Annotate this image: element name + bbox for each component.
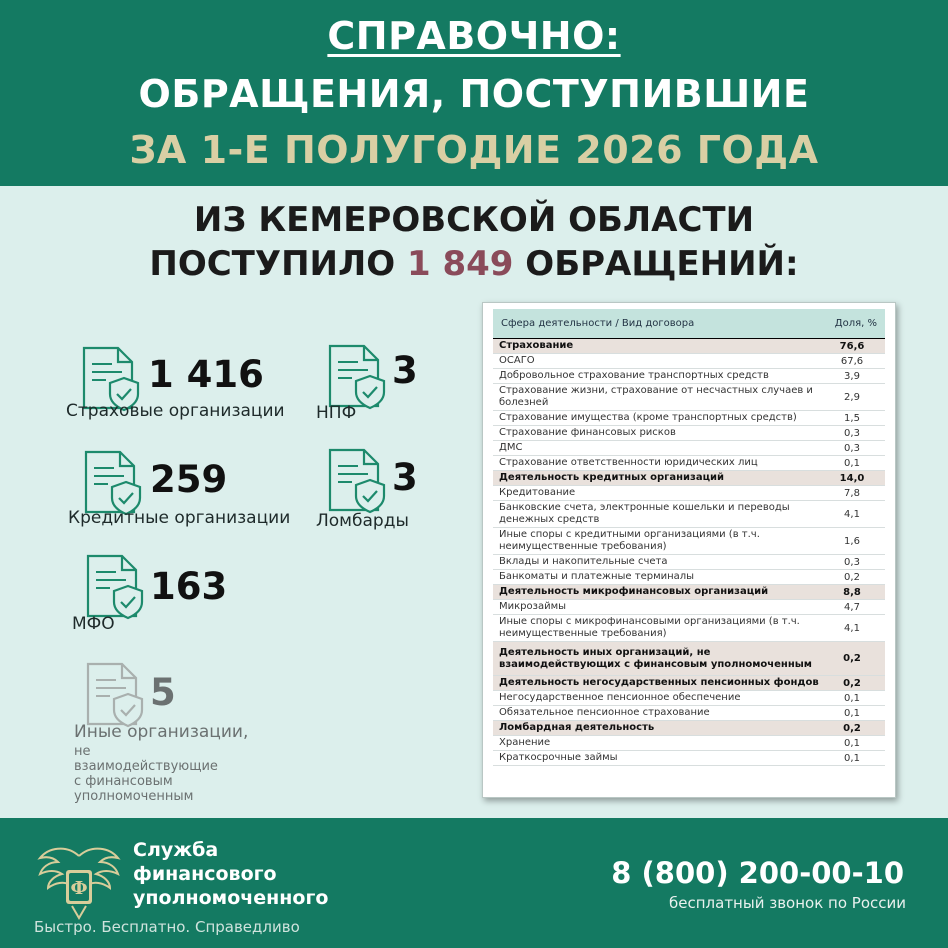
stat-insurance-label: Страховые организации <box>66 401 285 421</box>
table-cell-label: Деятельность негосударственных пенсионных фондов <box>499 677 819 688</box>
table-cell-share: 0,3 <box>844 556 860 568</box>
table-row <box>493 615 885 642</box>
table-cell-label: Хранение <box>499 737 551 748</box>
table-header-share: Доля, % <box>834 318 877 329</box>
table-cell-share: 0,2 <box>843 653 861 664</box>
table-cell-share: 67,6 <box>840 355 864 367</box>
table-cell-label: Иные споры с микрофинансовыми организациями (в т.ч. неимущественные требования) <box>499 616 800 639</box>
document-shield-icon <box>84 660 146 730</box>
table-row <box>493 486 885 501</box>
stat-pawnshops-label: Ломбарды <box>316 511 409 531</box>
table-cell-label: Краткосрочные займы <box>499 752 618 763</box>
table-header <box>493 309 885 339</box>
table-cell-share: 0,1 <box>844 457 860 469</box>
table-cell-label: Деятельность кредитных организаций <box>499 472 725 483</box>
table-category-row <box>493 585 885 600</box>
stat-mfo-value: 163 <box>150 565 228 608</box>
stat-credit-label: Кредитные организации <box>68 508 291 528</box>
table-category-row <box>493 339 885 354</box>
table-cell-share: 0,1 <box>844 752 860 764</box>
table-row <box>493 528 885 555</box>
stat-mfo-label: МФО <box>72 614 115 634</box>
header-title-line3: ЗА 1-Е ПОЛУГОДИЕ 2026 ГОДА <box>129 128 819 172</box>
table-cell-label: Деятельность иных организаций, не взаимодействующих с финансовым уполномоченным <box>499 646 812 670</box>
stat-npf-label: НПФ <box>316 403 357 423</box>
table-cell-label: Ломбардная деятельность <box>499 722 655 733</box>
table-cell-label: Деятельность микрофинансовых организаций <box>499 586 769 597</box>
stat-other-label: Иные организации, <box>74 722 249 742</box>
total-count: 1 849 <box>406 244 514 284</box>
table-row <box>493 501 885 528</box>
table-cell-label: Обязательное пенсионное страхование <box>499 707 710 718</box>
stat-insurance-value: 1 416 <box>148 353 264 396</box>
slogan: Быстро. Бесплатно. Справедливо <box>34 918 300 936</box>
header-banner <box>0 0 948 186</box>
table-cell-share: 0,2 <box>843 677 861 689</box>
stat-other-sublabel: не взаимодействующие с финансовым уполномоченным <box>74 744 218 804</box>
subtitle-total: ПОСТУПИЛО 1 849 ОБРАЩЕНИЙ: <box>149 244 799 284</box>
header-title-line2: ОБРАЩЕНИЯ, ПОСТУПИВШИЕ <box>138 72 810 116</box>
table-header-sphere: Сфера деятельности / Вид договора <box>501 318 695 329</box>
table-cell-share: 0,3 <box>844 427 860 439</box>
table-cell-share: 0,1 <box>844 692 860 704</box>
table-cell-label: Вклады и накопительные счета <box>499 556 668 567</box>
table-cell-label: Страхование ответственности юридических лиц <box>499 457 758 468</box>
table-row <box>493 354 885 369</box>
table-row <box>493 456 885 471</box>
stat-pawnshops-value: 3 <box>392 456 418 499</box>
table-category-row <box>493 642 885 676</box>
table-cell-label: Иные споры с кредитными организациями (в т.ч. неимущественные требования) <box>499 529 760 552</box>
table-cell-label: Страхование имущества (кроме транспортных средств) <box>499 412 797 423</box>
table-cell-label: Микрозаймы <box>499 601 567 612</box>
table-cell-share: 4,7 <box>844 601 860 613</box>
document-shield-icon <box>84 552 146 622</box>
table-cell-label: Негосударственное пенсионное обеспечение <box>499 692 741 703</box>
share-table <box>482 302 896 798</box>
table-row <box>493 691 885 706</box>
table-row <box>493 600 885 615</box>
table-cell-label: Банковские счета, электронные кошельки и переводы денежных средств <box>499 502 790 525</box>
table-cell-label: Страхование жизни, страхование от несчастных случаев и болезней <box>499 385 813 408</box>
table-cell-label: ОСАГО <box>499 355 535 366</box>
table-category-row <box>493 676 885 691</box>
table-cell-label: Страхование финансовых рисков <box>499 427 676 438</box>
table-row <box>493 570 885 585</box>
table-cell-share: 0,3 <box>844 442 860 454</box>
org-name: Служба финансового уполномоченного <box>133 839 329 909</box>
footer <box>0 818 948 948</box>
table-cell-share: 3,9 <box>844 370 860 382</box>
document-shield-icon <box>326 446 388 516</box>
stat-credit-value: 259 <box>150 458 228 501</box>
table-cell-share: 0,2 <box>843 722 861 734</box>
table-row <box>493 426 885 441</box>
header-title-line1: СПРАВОЧНО: <box>327 14 621 58</box>
table-row <box>493 736 885 751</box>
table-cell-label: Страхование <box>499 340 574 351</box>
subtitle-region: ИЗ КЕМЕРОВСКОЙ ОБЛАСТИ <box>193 200 755 240</box>
table-row <box>493 411 885 426</box>
table-cell-share: 8,8 <box>843 586 861 598</box>
table-row <box>493 384 885 411</box>
table-row <box>493 751 885 766</box>
table-cell-label: Добровольное страхование транспортных средств <box>499 370 769 381</box>
table-row <box>493 706 885 721</box>
table-cell-label: Банкоматы и платежные терминалы <box>499 571 695 582</box>
table-cell-share: 1,5 <box>844 412 860 424</box>
document-shield-icon <box>326 342 388 412</box>
table-cell-share: 0,1 <box>844 737 860 749</box>
table-cell-share: 1,6 <box>844 535 860 547</box>
table-row <box>493 441 885 456</box>
hotline-note: бесплатный звонок по России <box>669 894 906 912</box>
table-cell-share: 14,0 <box>839 472 865 484</box>
table-cell-label: ДМС <box>499 442 523 453</box>
table-cell-share: 0,1 <box>844 707 860 719</box>
table-cell-share: 7,8 <box>844 487 860 499</box>
svg-text:Ф: Ф <box>70 878 88 899</box>
table-category-row <box>493 471 885 486</box>
table-cell-share: 76,6 <box>839 340 865 352</box>
table-row <box>493 555 885 570</box>
table-cell-share: 4,1 <box>844 622 860 634</box>
table-row <box>493 369 885 384</box>
eagle-emblem-icon <box>36 842 122 922</box>
table-body <box>493 339 885 766</box>
table-cell-share: 2,9 <box>844 391 860 403</box>
table-category-row <box>493 721 885 736</box>
hotline-phone[interactable]: 8 (800) 200-00-10 <box>611 856 904 890</box>
table-cell-share: 4,1 <box>844 508 860 520</box>
table-cell-share: 0,2 <box>844 571 860 583</box>
stat-other-value: 5 <box>150 671 176 714</box>
table-cell-label: Кредитование <box>499 487 576 498</box>
stat-npf-value: 3 <box>392 349 418 392</box>
